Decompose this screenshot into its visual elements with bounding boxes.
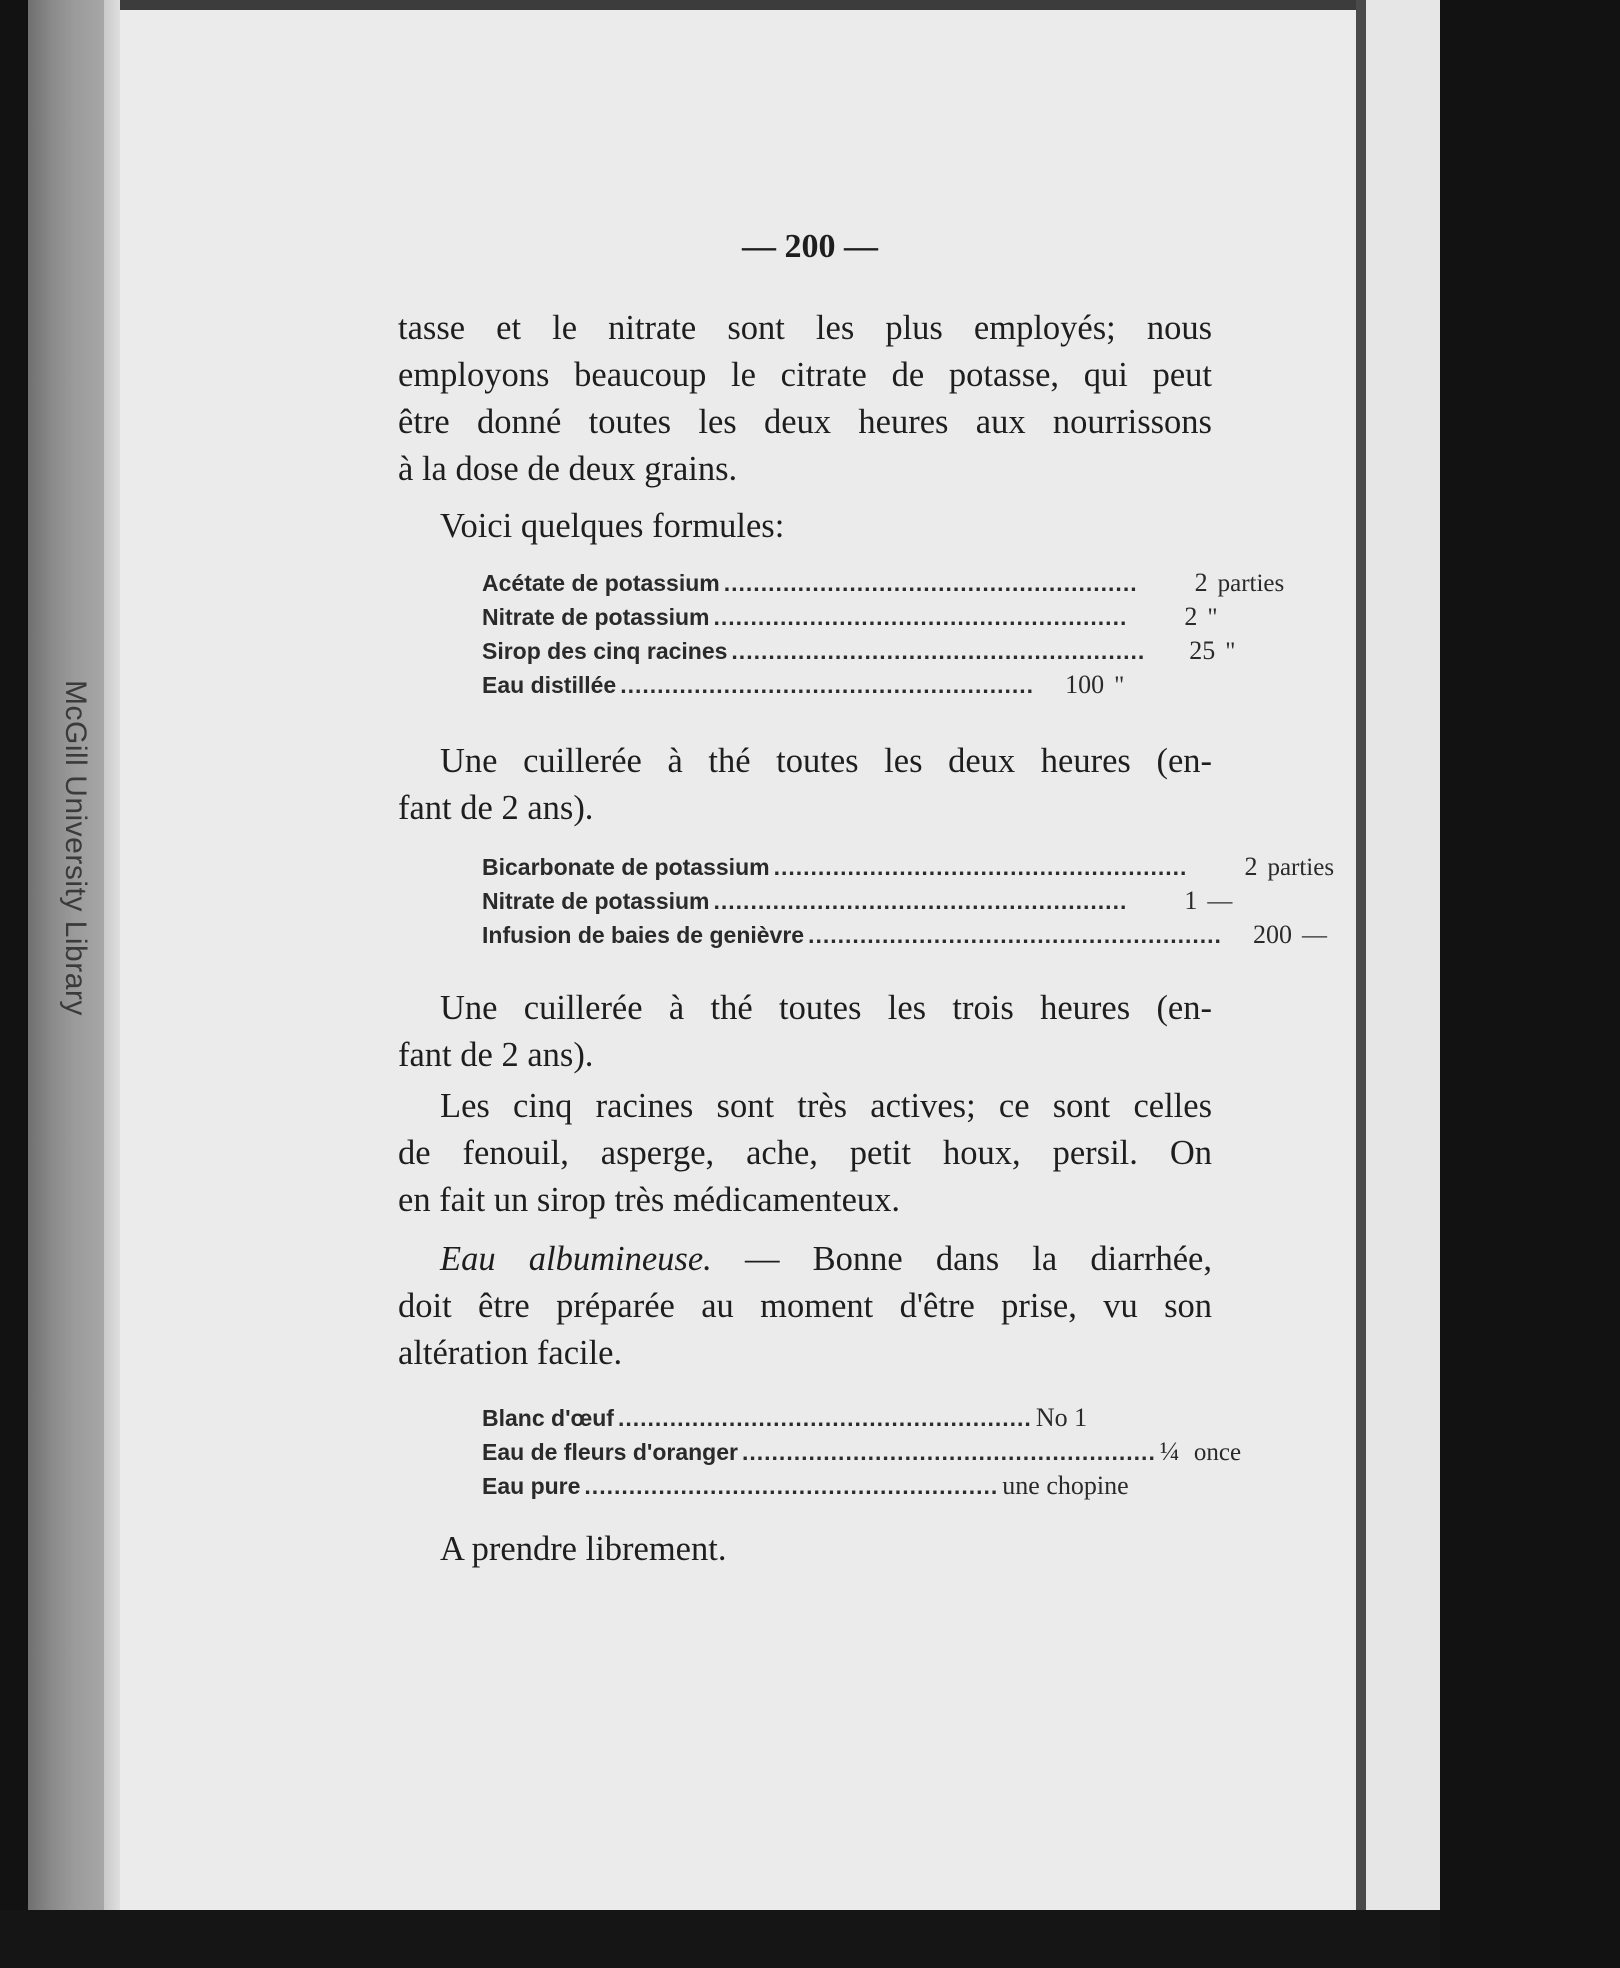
unit: " bbox=[1207, 604, 1218, 631]
leader-dots: ........................................................ bbox=[584, 1473, 999, 1499]
paragraph-7 bbox=[398, 1526, 1212, 1573]
ingredient: Nitrate de potassium bbox=[482, 888, 710, 914]
leader-dots: ........................................................ bbox=[741, 1439, 1156, 1465]
text-line: Une cuillerée à thé toutes les trois heures (en- bbox=[440, 989, 1212, 1027]
quantity: 1 bbox=[1184, 886, 1198, 915]
quantity: 200 bbox=[1252, 920, 1292, 949]
leader-dots: ........................................................ bbox=[620, 672, 1035, 698]
leader-dots: ........................................................ bbox=[808, 922, 1222, 948]
formula-row bbox=[482, 636, 1236, 670]
ingredient: Eau distillée bbox=[482, 672, 617, 698]
quantity: No 1 bbox=[1035, 1403, 1088, 1432]
unit: parties bbox=[1267, 854, 1335, 881]
formula-row bbox=[482, 920, 1327, 954]
leader-dots: ........................................................ bbox=[723, 570, 1138, 596]
unit: once bbox=[1193, 1439, 1242, 1466]
leader-dots: ........................................................ bbox=[713, 888, 1128, 914]
paragraph-4 bbox=[398, 985, 1212, 1079]
paragraph-3 bbox=[398, 738, 1212, 832]
unit: " bbox=[1114, 672, 1125, 699]
formula-row bbox=[482, 670, 1125, 704]
text-line: doit être préparée au moment d'être prise, vu son bbox=[398, 1287, 1212, 1325]
formula-row bbox=[482, 602, 1218, 636]
formula-row bbox=[482, 1471, 1129, 1505]
text-line: tasse et le nitrate sont les plus employés; nous bbox=[398, 309, 1212, 347]
library-stamp: McGill University Library bbox=[59, 680, 92, 1016]
ingredient: Nitrate de potassium bbox=[482, 604, 710, 630]
formula-2 bbox=[482, 852, 1335, 954]
leader-dots: ........................................................ bbox=[713, 604, 1128, 630]
text-line: employons beaucoup le citrate de potasse, qui peut bbox=[398, 356, 1212, 394]
unit: parties bbox=[1217, 570, 1285, 597]
ingredient: Sirop des cinq racines bbox=[482, 638, 728, 664]
quantity: 25 bbox=[1189, 636, 1216, 665]
text-line: fant de 2 ans). bbox=[398, 789, 594, 827]
quantity: une chopine bbox=[1002, 1471, 1129, 1500]
text-line: Les cinq racines sont très actives; ce sont celles bbox=[440, 1087, 1212, 1125]
text-line: Voici quelques formules: bbox=[440, 507, 785, 545]
text-line: altération facile. bbox=[398, 1334, 623, 1372]
ingredient: Bicarbonate de potassium bbox=[482, 854, 770, 880]
quantity: 2 bbox=[1244, 852, 1258, 881]
section-heading: Eau albumineuse. bbox=[440, 1240, 712, 1278]
formula-row bbox=[482, 568, 1285, 602]
paragraph-5 bbox=[398, 1083, 1212, 1224]
ingredient: Blanc d'œuf bbox=[482, 1405, 614, 1431]
quantity: ¼ bbox=[1159, 1437, 1180, 1466]
leader-dots: ........................................................ bbox=[731, 638, 1146, 664]
unit: " bbox=[1225, 638, 1236, 665]
text-line: A prendre librement. bbox=[440, 1530, 727, 1568]
quantity: 2 bbox=[1194, 568, 1208, 597]
ingredient: Eau de fleurs d'oranger bbox=[482, 1439, 738, 1465]
bottom-background bbox=[0, 1910, 1440, 1968]
page-fold bbox=[1356, 0, 1366, 1912]
ingredient: Infusion de baies de genièvre bbox=[482, 922, 805, 948]
unit: — bbox=[1207, 888, 1233, 915]
leader-dots: ........................................................ bbox=[773, 854, 1188, 880]
text-line: être donné toutes les deux heures aux nourrissons bbox=[398, 403, 1212, 441]
formula-row bbox=[482, 1403, 1122, 1437]
paragraph-1 bbox=[398, 305, 1212, 493]
quantity: 100 bbox=[1065, 670, 1105, 699]
page-number: — 200 — bbox=[742, 228, 878, 265]
paragraph-6 bbox=[398, 1236, 1212, 1377]
next-page-edge bbox=[1366, 0, 1440, 1912]
text-line: fant de 2 ans). bbox=[398, 1036, 594, 1074]
paragraph-2 bbox=[398, 503, 1212, 550]
page-paper bbox=[120, 0, 1360, 1912]
quantity: 2 bbox=[1184, 602, 1198, 631]
ingredient: Eau pure bbox=[482, 1473, 581, 1499]
formula-1 bbox=[482, 568, 1285, 704]
text-line: de fenouil, asperge, ache, petit houx, persil. On bbox=[398, 1134, 1212, 1172]
formula-row bbox=[482, 1437, 1242, 1471]
top-shadow bbox=[120, 0, 1440, 10]
text-line: Une cuillerée à thé toutes les deux heures (en- bbox=[440, 742, 1212, 780]
text-run: — Bonne dans la diarrhée, bbox=[744, 1240, 1212, 1278]
formula-row bbox=[482, 886, 1233, 920]
leader-dots: ........................................................ bbox=[617, 1405, 1032, 1431]
formula-3 bbox=[482, 1403, 1242, 1505]
text-line bbox=[398, 1236, 1212, 1283]
formula-row bbox=[482, 852, 1335, 886]
unit: — bbox=[1301, 922, 1327, 949]
ingredient: Acétate de potassium bbox=[482, 570, 720, 596]
text-line: à la dose de deux grains. bbox=[398, 450, 738, 488]
text-line: en fait un sirop très médicamenteux. bbox=[398, 1181, 901, 1219]
